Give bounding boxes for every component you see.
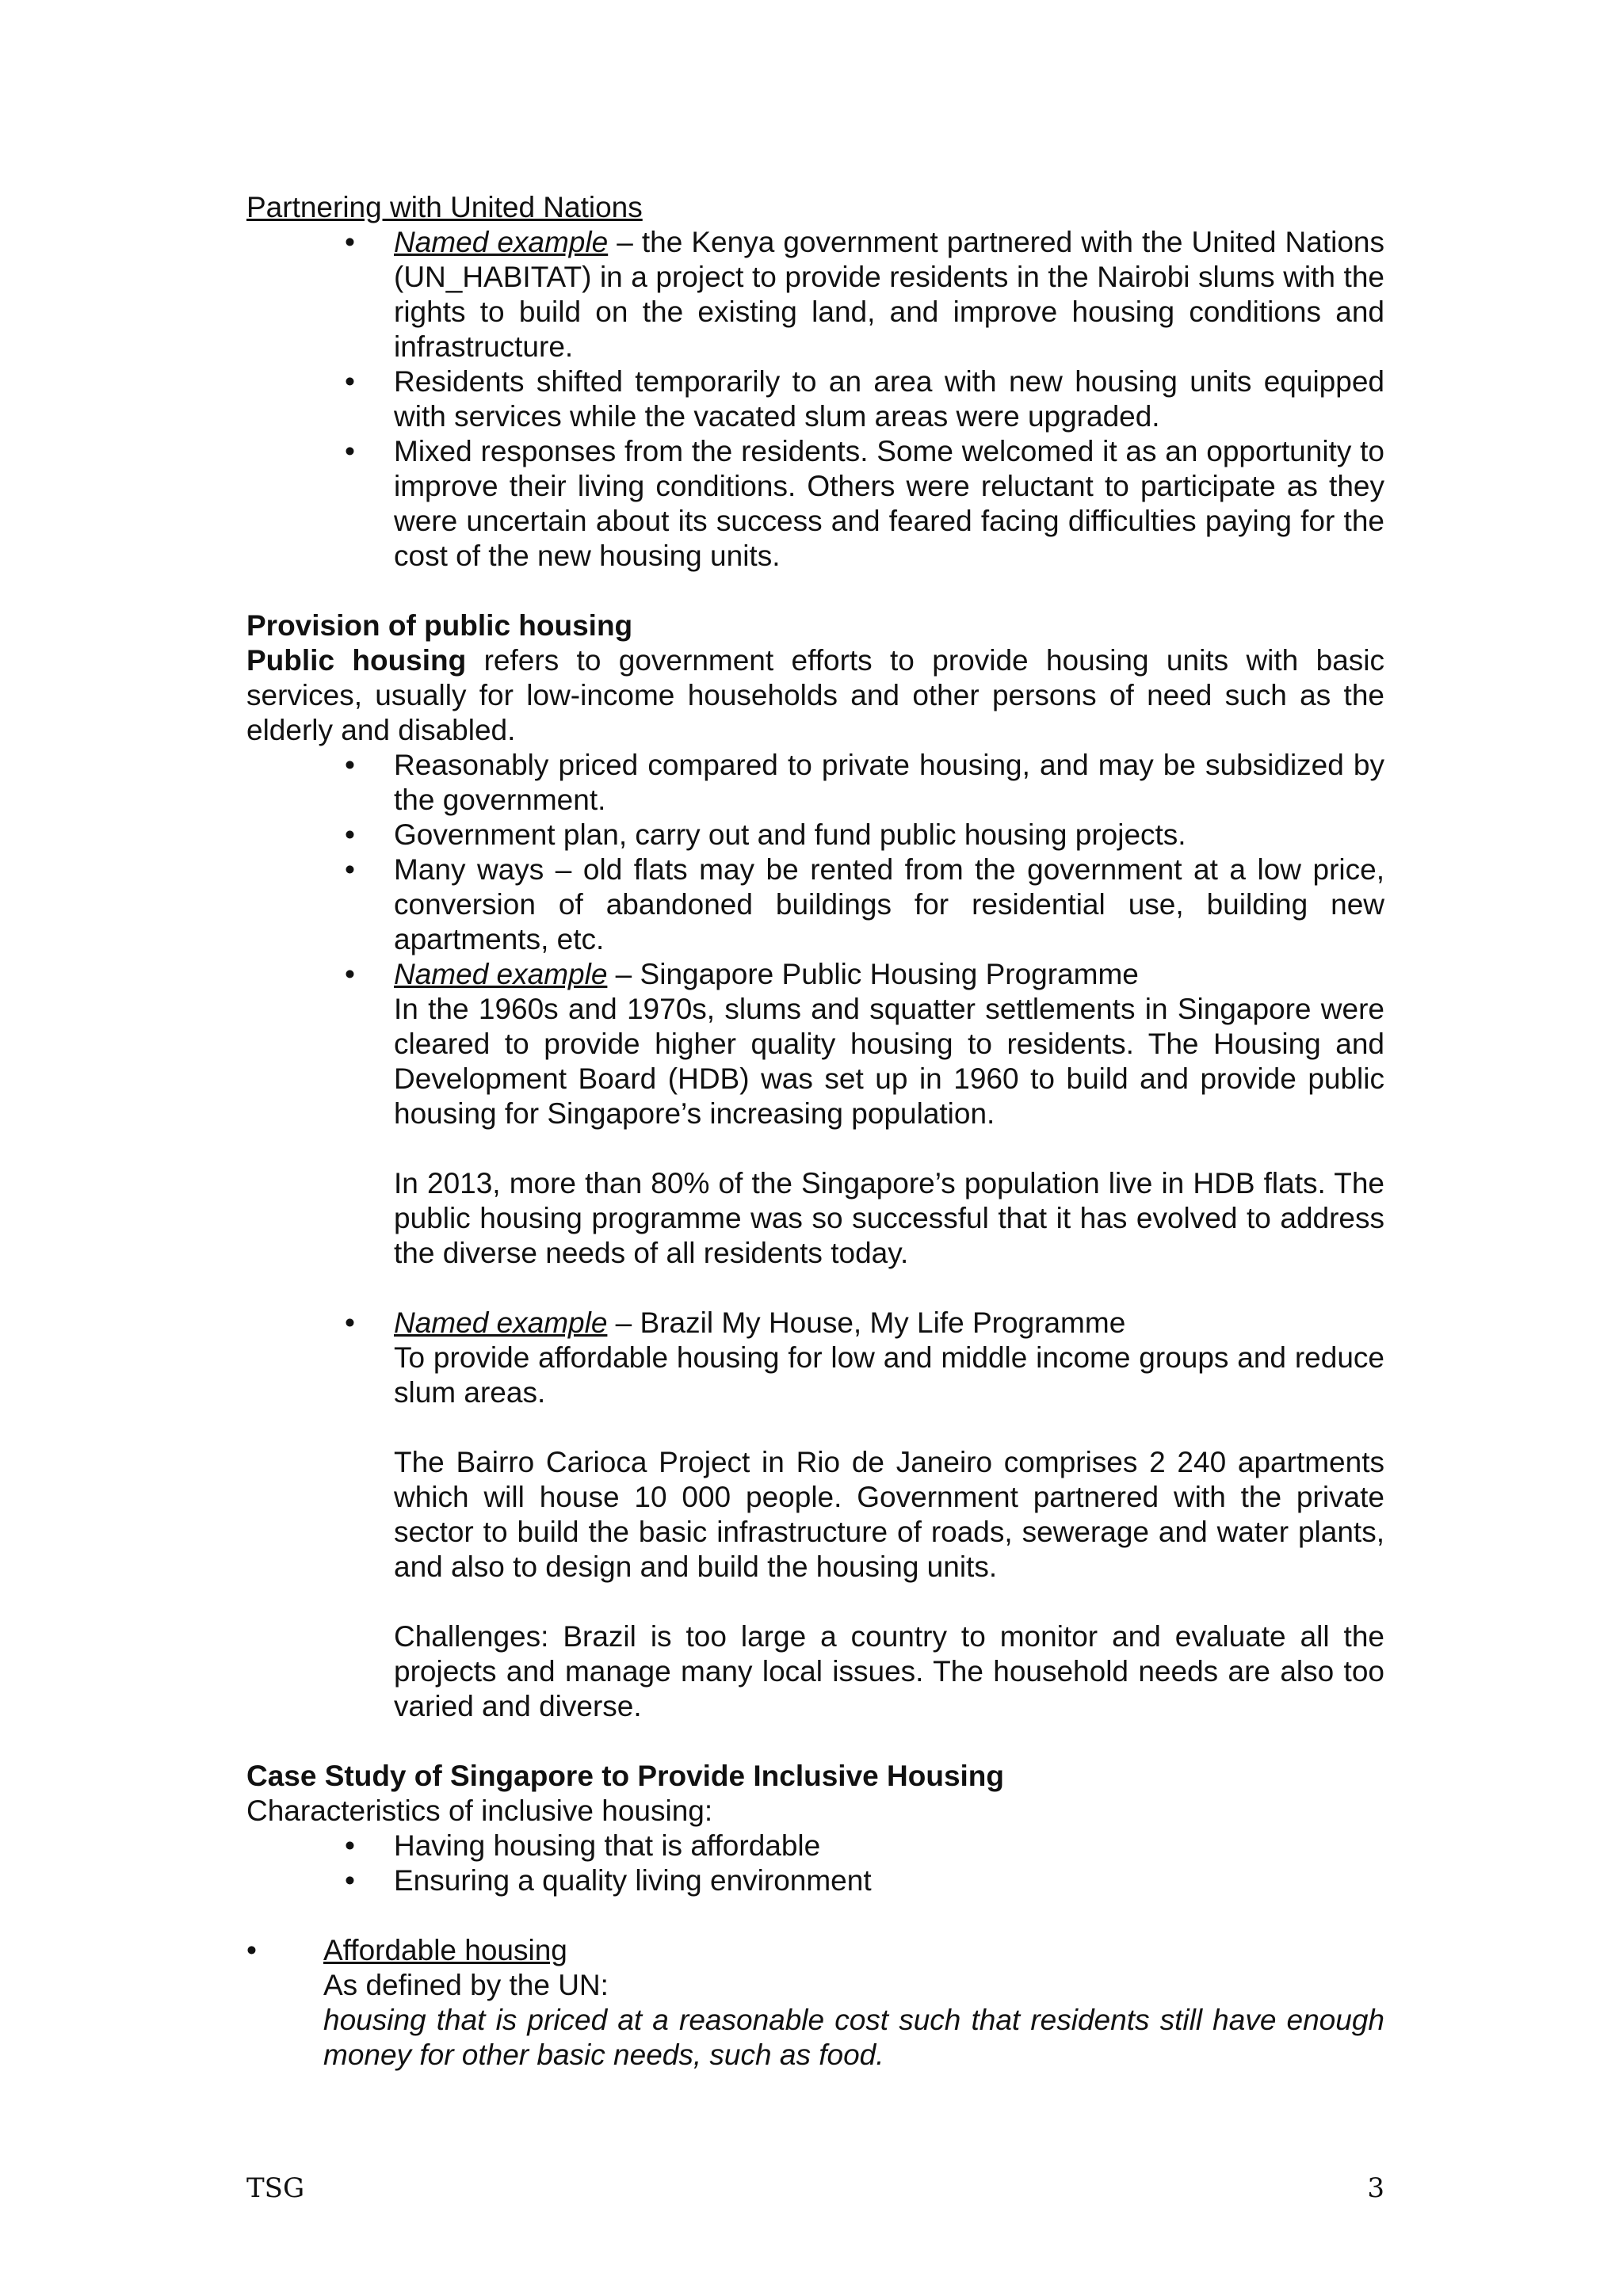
bullet-icon: • (345, 749, 355, 781)
list-item: • Named example – Singapore Public Housing Programme In the 1960s and 1970s, slums and squatter settlements in Singapore were cleared to provide higher quality housing to residents. The Housing and Development Board (HDB) was set up in 1960 to build and provide public housing for Singapore’s increasing population. In 2013, more than 80% of the Singapore’s population live in HDB flats. The public housing programme was so successful that it has evolved to address the diverse needs of all residents today. (345, 958, 1384, 1269)
list-item (246, 1933, 1384, 2073)
case-study-bullet-list (246, 1829, 1384, 1898)
section-heading-case-study: Case Study of Singapore to Provide Inclusive Housing (246, 1760, 1005, 1792)
bullet-icon: • (345, 226, 355, 258)
bullet-icon: • (345, 1306, 355, 1339)
bullet-icon: • (345, 853, 355, 886)
list-item: • Ensuring a quality living environment (345, 1864, 872, 1897)
bullet-icon: • (345, 365, 355, 398)
partnering-bullet-list (246, 225, 1384, 574)
brazil-bullet-list (246, 1306, 1384, 1724)
list-item: • Many ways – old flats may be rented from the government at a low price, conversion of abandoned buildings for residential use, building new apartments, etc. (345, 853, 1384, 955)
list-item: • Residents shifted temporarily to an area with new housing units equipped with services while the vacated slum areas were upgraded. (345, 365, 1384, 433)
bullet-icon: • (246, 1934, 257, 1966)
public-housing-bullet-list (246, 748, 1384, 1271)
case-study-intro: Characteristics of inclusive housing: (246, 1794, 713, 1827)
footer-left-text: TSG (246, 2172, 305, 2204)
page-number: 3 (1367, 2172, 1384, 2204)
section-heading-partnering: Partnering with United Nations (246, 191, 643, 223)
public-housing-definition: Public housing refers to government efforts to provide housing units with basic services, usually for low-income households and other persons of need such as the elderly and disabled. (246, 644, 1384, 746)
list-item: • Reasonably priced compared to private housing, and may be subsidized by the government. (345, 749, 1384, 816)
bullet-icon: • (345, 1829, 355, 1862)
brazil-paragraph-2: The Bairro Carioca Project in Rio de Janeiro comprises 2 240 apartments which will house 10 000 people. Government partnered with the private sector to build the basic infrastructure of roads, sewerage and water plants, and also to design and build the housing units. (394, 1446, 1384, 1583)
named-example-label: Named example (394, 226, 609, 258)
un-definition-intro: As defined by the UN: (323, 1969, 609, 2001)
affordable-housing-heading: Affordable housing (323, 1934, 567, 1966)
un-definition-text: housing that is priced at a reasonable cost such that residents still have enough money for other basic needs, such as food. (323, 2004, 1384, 2071)
section-heading-public-housing: Provision of public housing (246, 609, 633, 642)
list-item: • Named example – the Kenya government partnered with the United Nations (UN_HABITAT) in a project to provide residents in the Nairobi slums with the rights to build on the existing land, and improve housing conditions and infrastructure. (345, 226, 1385, 363)
singapore-paragraph-1: In the 1960s and 1970s, slums and squatter settlements in Singapore were cleared to provide higher quality housing to residents. The Housing and Development Board (HDB) was set up in 1960 to build and provide public housing for Singapore’s increasing population. (394, 993, 1384, 1130)
bullet-icon: • (345, 435, 355, 467)
named-example-label: Named example (394, 958, 608, 990)
bullet-icon: • (345, 958, 355, 990)
singapore-paragraph-2: In 2013, more than 80% of the Singapore’s population live in HDB flats. The public housing programme was so successful that it has evolved to address the diverse needs of all residents today. (394, 1167, 1384, 1269)
named-example-label: Named example (394, 1306, 608, 1339)
brazil-paragraph-1: To provide affordable housing for low and middle income groups and reduce slum areas. (394, 1341, 1384, 1409)
bullet-icon: • (345, 818, 355, 851)
brazil-paragraph-3: Challenges: Brazil is too large a country to monitor and evaluate all the projects and manage many local issues. The household needs are also too varied and diverse. (394, 1620, 1384, 1722)
affordable-housing-list (246, 1933, 1384, 2073)
list-item: • Named example – Brazil My House, My Life Programme To provide affordable housing for low and middle income groups and reduce slum areas. The Bairro Carioca Project in Rio de Janeiro comprises 2 240 apartments which will house 10 000 people. Government partnered with the private sector to build the basic infrastructure of roads, sewerage and water plants, and also to design and build the housing units. Challenges: Brazil is too large a country to monitor and evaluate all the projects and manage many local issues. The household needs are also too varied and diverse. (345, 1306, 1384, 1722)
page-content (246, 190, 1384, 2073)
list-item: • Mixed responses from the residents. Some welcomed it as an opportunity to improve their living conditions. Others were reluctant to participate as they were uncertain about its success and feared facing difficulties paying for the cost of the new housing units. (345, 435, 1384, 572)
list-item: • Government plan, carry out and fund public housing projects. (345, 818, 1186, 851)
list-item: • Having housing that is affordable (345, 1829, 821, 1862)
bullet-icon: • (345, 1864, 355, 1897)
